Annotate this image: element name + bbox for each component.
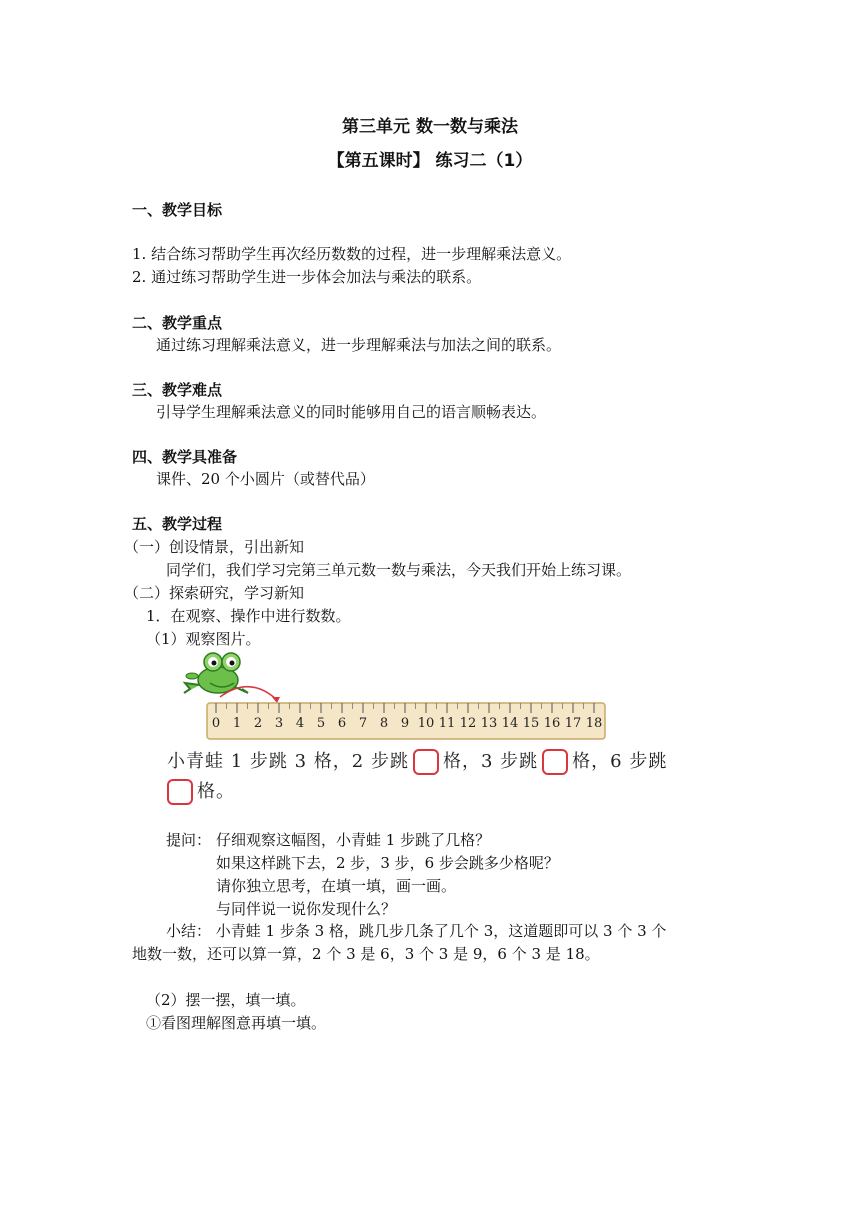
ruler-tick-label: 4 (295, 716, 305, 731)
process-heading: 五、教学过程 (132, 515, 223, 533)
key-text: 通过练习理解乘法意义，进一步理解乘法与加法之间的联系。 (156, 336, 562, 354)
ruler-tick-label: 16 (543, 716, 561, 731)
process-part1-text: 同学们，我们学习完第三单元数一数与乘法，今天我们开始上练习课。 (166, 561, 632, 579)
figure-text-line2 (163, 779, 235, 805)
ruler-tick-label: 15 (522, 716, 540, 731)
page-title: 第三单元 数一数与乘法 (342, 117, 518, 137)
answer-box-6-steps[interactable] (167, 779, 193, 805)
step-1-1: （1）观察图片。 (146, 630, 261, 648)
ruler-tick-label: 7 (358, 716, 368, 731)
goal-item-1: 1. 结合练习帮助学生再次经历数数的过程，进一步理解乘法意义。 (132, 245, 572, 263)
summary-line-1: 小结： 小青蛙 1 步条 3 格，跳几步几条了几个 3，这道题即可以 3 个 3 个 (166, 922, 667, 940)
frog-ruler-svg (180, 645, 660, 805)
goal-item-2: 2. 通过练习帮助学生进一步体会加法与乘法的联系。 (132, 268, 482, 286)
answer-box-3-steps[interactable] (542, 749, 568, 775)
difficulty-heading: 三、教学难点 (132, 381, 223, 399)
question-label: 提问： (166, 831, 212, 849)
question-2: 如果这样跳下去，2 步，3 步，6 步会跳多少格呢？ (216, 854, 559, 872)
question-1: 仔细观察这幅图，小青蛙 1 步跳了几格？ (216, 831, 491, 849)
ruler-tick-label: 10 (417, 716, 435, 731)
jump-arc-arrow-head (272, 697, 280, 703)
ruler-tick-label: 8 (379, 716, 389, 731)
goals-heading: 一、教学目标 (132, 201, 223, 219)
ruler-tick-label: 2 (253, 716, 263, 731)
ruler-tick-label: 18 (585, 716, 603, 731)
frog-ruler-figure (180, 645, 660, 805)
figure-text-part-b: 格，3 步跳 (442, 751, 539, 772)
lesson-subtitle: 【第五课时】 练习二（1） (327, 151, 533, 171)
ruler-tick-label: 1 (232, 716, 242, 731)
figure-text-part-d: 格。 (197, 781, 235, 802)
figure-text-part-a: 小青蛙 1 步跳 3 格，2 步跳 (167, 751, 409, 772)
ruler-tick-label: 9 (400, 716, 410, 731)
prep-heading: 四、教学具准备 (132, 448, 238, 466)
step-1-2a: ①看图理解图意再填一填。 (146, 1014, 327, 1032)
process-part1-heading: （一）创设情景，引出新知 (124, 538, 305, 556)
prep-text: 课件、20 个小圆片（或替代品） (156, 470, 375, 488)
question-4: 与同伴说一说你发现什么？ (216, 900, 397, 918)
frog-illustration-icon (184, 653, 248, 693)
answer-box-2-steps[interactable] (413, 749, 439, 775)
ruler-tick-label: 5 (316, 716, 326, 731)
figure-text-line1 (167, 749, 667, 775)
ruler-tick-label: 12 (459, 716, 477, 731)
ruler-tick-label: 6 (337, 716, 347, 731)
process-part2-heading: （二）探索研究，学习新知 (124, 584, 305, 602)
difficulty-text: 引导学生理解乘法意义的同时能够用自己的语言顺畅表达。 (156, 403, 547, 421)
step-1-2: （2）摆一摆，填一填。 (146, 991, 306, 1009)
key-heading: 二、教学重点 (132, 314, 223, 332)
step-1: 1．在观察、操作中进行数数。 (146, 607, 351, 625)
figure-text-part-c: 格，6 步跳 (572, 751, 668, 772)
ruler-tick-label: 13 (480, 716, 498, 731)
ruler-tick-label: 11 (438, 716, 456, 731)
ruler-tick-label: 14 (501, 716, 519, 731)
ruler-tick-label: 0 (211, 716, 221, 731)
ruler-tick-label: 17 (564, 716, 582, 731)
ruler-tick-label: 3 (274, 716, 284, 731)
summary-line-2: 地数一数，还可以算一算，2 个 3 是 6，3 个 3 是 9，6 个 3 是 18。 (132, 945, 600, 963)
question-3: 请你独立思考，在填一填，画一画。 (216, 877, 457, 895)
